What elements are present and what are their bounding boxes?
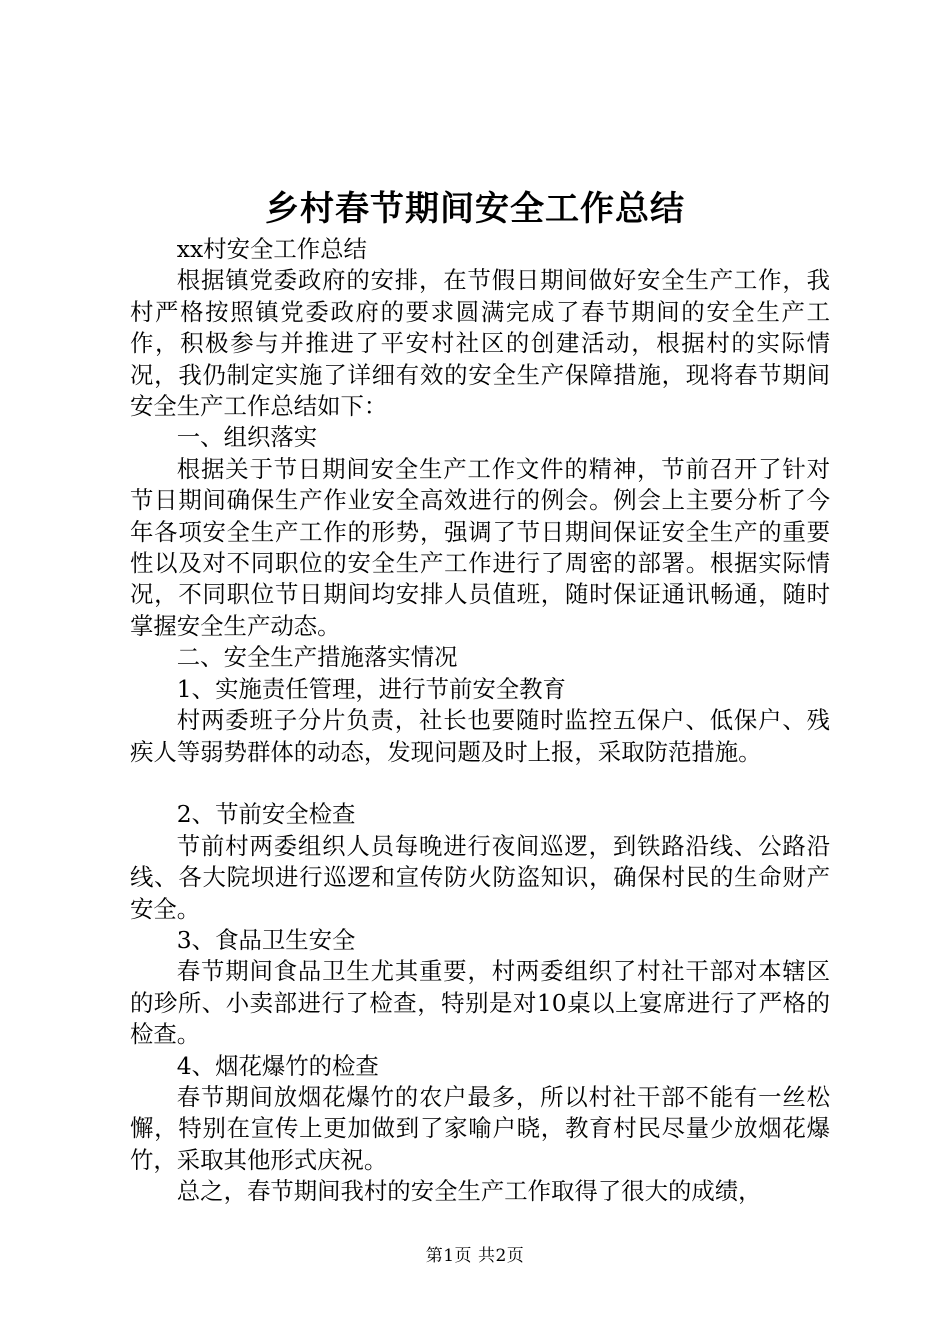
item1-heading: 1、实施责任管理，进行节前安全教育 <box>176 674 566 703</box>
item3-heading: 3、食品卫生安全 <box>176 925 356 954</box>
item4-paragraph: 春节期间放烟花爆竹的农户最多，所以村社干部不能有一丝松懈，特别在宣传上更加做到了家喻户晓，教育村民尽量少放烟花爆竹，采取其他形式庆祝。 <box>130 1082 830 1174</box>
blank-line <box>130 768 830 799</box>
document-title: 乡村春节期间安全工作总结 <box>265 189 685 229</box>
intro-paragraph: 根据镇党委政府的安排，在节假日期间做好安全生产工作，我村严格按照镇党委政府的要求圆满完成了春节期间的安全生产工作，积极参与并推进了平安村社区的创建活动，根据村的实际情况，我仍制定实施了详细有效的安全生产保障措施，现将春节期间安全生产工作总结如下： <box>130 266 830 421</box>
item4-heading: 4、烟花爆竹的检查 <box>176 1051 379 1080</box>
section1-heading: 一、组织落实 <box>176 423 318 452</box>
document-body <box>130 234 830 1208</box>
section2-heading: 二、安全生产措施落实情况 <box>176 643 458 672</box>
subtitle: xx村安全工作总结 <box>176 235 367 263</box>
item2-paragraph: 节前村两委组织人员每晚进行夜间巡逻，到铁路沿线、公路沿线、各大院坝进行巡逻和宣传防火防盗知识，确保村民的生命财产安全。 <box>130 831 830 923</box>
item3-paragraph: 春节期间食品卫生尤其重要，村两委组织了村社干部对本辖区的珍所、小卖部进行了检查，特别是对10桌以上宴席进行了严格的检查。 <box>130 957 830 1049</box>
page-number-footer: 第1页 共2页 <box>425 1246 525 1266</box>
item1-paragraph: 村两委班子分片负责，社长也要随时监控五保户、低保户、残疾人等弱势群体的动态，发现问题及时上报，采取防范措施。 <box>130 706 830 766</box>
section1-paragraph: 根据关于节日期间安全生产工作文件的精神，节前召开了针对节日期间确保生产作业安全高效进行的例会。例会上主要分析了今年各项安全生产工作的形势，强调了节日期间保证安全生产的重要性以及对不同职位的安全生产工作进行了周密的部署。根据实际情况，不同职位节日期间均安排人员值班，随时保证通讯畅通，随时掌握安全生产动态。 <box>130 454 830 640</box>
item2-heading: 2、节前安全检查 <box>176 800 356 829</box>
conclusion-paragraph: 总之，春节期间我村的安全生产工作取得了很大的成绩， <box>176 1177 762 1206</box>
